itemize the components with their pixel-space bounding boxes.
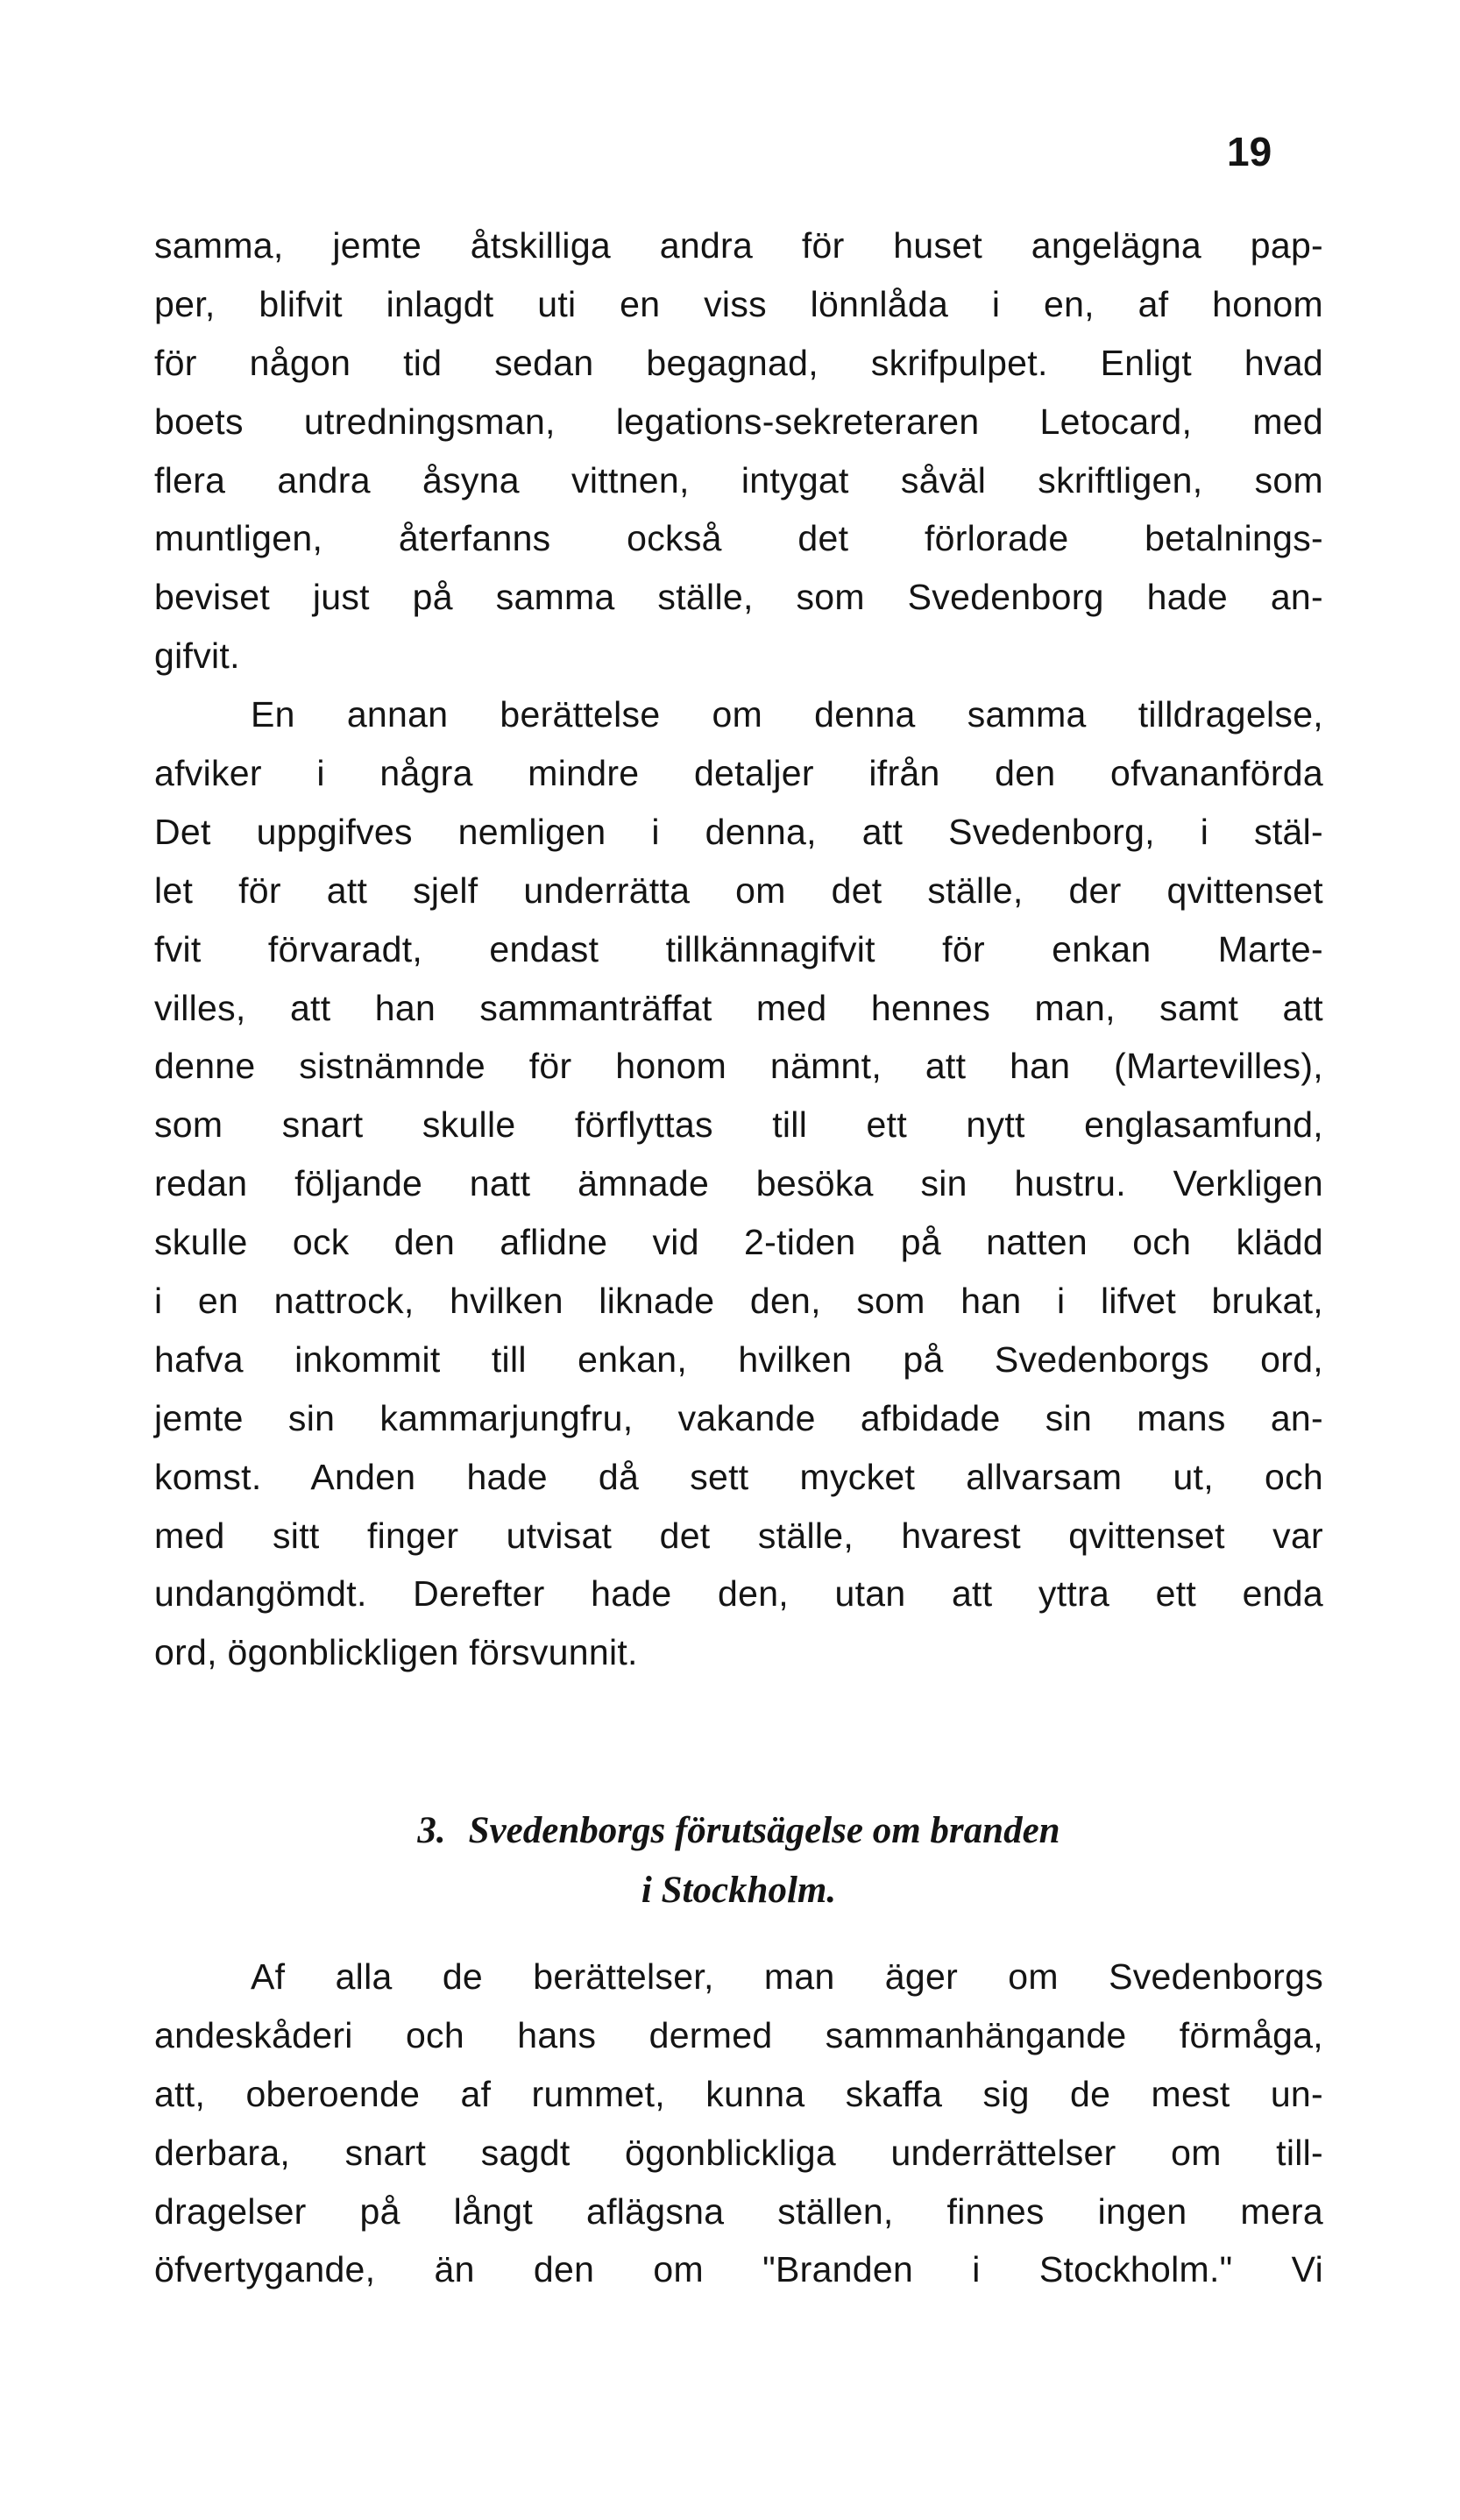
section-heading xyxy=(154,1801,1323,1861)
page-number: 19 xyxy=(1227,129,1272,174)
text-line: att, oberoende af rummet, kunna skaffa sig de mest un- xyxy=(154,2073,1323,2114)
text-line: En annan berättelse om denna samma tilldragelse, xyxy=(251,694,1323,735)
text-line: flera andra åsyna vittnen, intygat såväl skriftligen, som xyxy=(154,459,1323,500)
body-text-top xyxy=(154,217,1323,1682)
text-line: beviset just på samma ställe, som Svedenborg hade an- xyxy=(154,577,1323,618)
text-line: hafva inkommit till enkan, hvilken på Svedenborgs ord, xyxy=(154,1338,1323,1380)
text-line: fvit förvaradt, endast tillkännagifvit för enkan Marte- xyxy=(154,928,1323,969)
text-line: med sitt finger utvisat det ställe, hvarest qvittenset var xyxy=(154,1515,1323,1556)
text-line: boets utredningsman, legations-sekreteraren Letocard, med xyxy=(154,401,1323,442)
text-line: andeskåderi och hans dermed sammanhängande förmåga, xyxy=(154,2014,1323,2055)
text-line: Af alla de berättelser, man äger om Svedenborgs xyxy=(251,1956,1323,1997)
text-line: i en nattrock, hvilken liknade den, som han i lifvet brukat, xyxy=(154,1281,1323,1322)
text-line: ord, ögonblickligen försvunnit. xyxy=(154,1632,638,1673)
text-line: Det uppgifves nemligen i denna, att Svedenborg, i stäl- xyxy=(154,811,1323,852)
text-line: gifvit. xyxy=(154,635,240,677)
text-line: muntligen, återfanns också det förlorade betalnings- xyxy=(154,518,1323,559)
text-line: redan följande natt ämnade besöka sin hustru. Verkligen xyxy=(154,1163,1323,1204)
text-line: dragelser på långt aflägsna ställen, finnes ingen mera xyxy=(154,2190,1323,2232)
text-line: för någon tid sedan begagnad, skrifpulpet. Enligt hvad xyxy=(154,342,1323,383)
text-line: villes, att han sammanträffat med hennes man, samt att xyxy=(154,987,1323,1028)
body-text-bottom xyxy=(154,1948,1323,2299)
text-line: per, blifvit inlagdt uti en viss lönnlåda i en, af honom xyxy=(154,283,1323,324)
text-line: jemte sin kammarjungfru, vakande afbidade sin mans an- xyxy=(154,1397,1323,1438)
text-line: denne sistnämnde för honom nämnt, att han (Martevilles), xyxy=(154,1046,1323,1087)
section-heading-cont xyxy=(154,1861,1323,1920)
text-line: undangömdt. Derefter hade den, utan att yttra ett enda xyxy=(154,1573,1323,1615)
text-line: samma, jemte åtskilliga andra för huset angelägna pap- xyxy=(154,225,1323,266)
text-line: afviker i några mindre detaljer ifrån den ofvananförda xyxy=(154,753,1323,794)
text-line: som snart skulle förflyttas till ett nytt englasamfund, xyxy=(154,1104,1323,1146)
section-number: 3. xyxy=(417,1810,446,1851)
text-line: skulle ock den aflidne vid 2-tiden på natten och klädd xyxy=(154,1222,1323,1263)
section-title-line-1: Svedenborgs förutsägelse om branden xyxy=(468,1810,1060,1851)
text-line: öfvertygande, än den om "Branden i Stockholm." Vi xyxy=(154,2249,1323,2290)
text-line: komst. Anden hade då sett mycket allvarsam ut, och xyxy=(154,1456,1323,1497)
section-title-line-2: i Stockholm. xyxy=(641,1870,837,1911)
text-line: let för att sjelf underrätta om det ställe, der qvittenset xyxy=(154,870,1323,911)
text-line: derbara, snart sagdt ögonblickliga underrättelser om till- xyxy=(154,2132,1323,2173)
